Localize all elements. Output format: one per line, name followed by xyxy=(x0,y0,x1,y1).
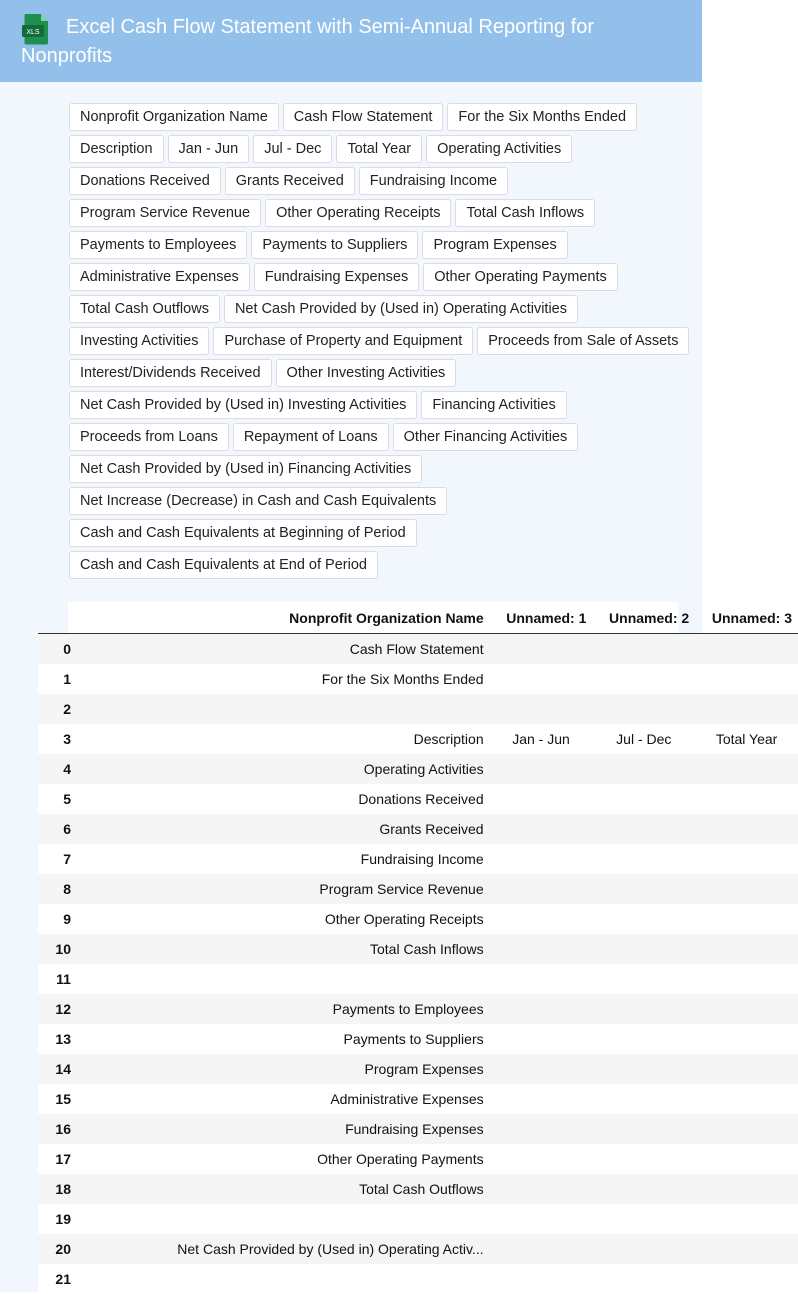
table-cell: Payments to Employees xyxy=(73,994,490,1024)
table-cell: Net Cash Provided by (Used in) Operating Activ... xyxy=(73,1234,490,1264)
table-cell: Total Cash Outflows xyxy=(73,1174,490,1204)
column-chip[interactable]: Donations Received xyxy=(69,167,221,195)
table-cell xyxy=(592,694,695,724)
table-row xyxy=(38,814,798,844)
row-index: 0 xyxy=(38,634,73,665)
table-cell xyxy=(695,694,798,724)
table-cell: Other Operating Payments xyxy=(73,1144,490,1174)
column-chip[interactable]: Program Expenses xyxy=(422,231,567,259)
table-cell xyxy=(490,1264,593,1294)
table-cell: Fundraising Expenses xyxy=(73,1114,490,1144)
table-cell xyxy=(490,994,593,1024)
table-cell xyxy=(592,1234,695,1264)
column-chip[interactable]: Net Increase (Decrease) in Cash and Cash Equivalents xyxy=(69,487,447,515)
row-index: 2 xyxy=(38,694,73,724)
table-cell: Cash Flow Statement xyxy=(73,634,490,665)
table-cell xyxy=(592,664,695,694)
column-chip[interactable]: Repayment of Loans xyxy=(233,423,389,451)
table-cell xyxy=(695,844,798,874)
table-cell xyxy=(592,1084,695,1114)
table-cell xyxy=(695,1024,798,1054)
row-index: 16 xyxy=(38,1114,73,1144)
column-chip[interactable]: Cash and Cash Equivalents at End of Period xyxy=(69,551,378,579)
table-cell xyxy=(695,1114,798,1144)
row-index: 5 xyxy=(38,784,73,814)
table-cell xyxy=(490,784,593,814)
table-row xyxy=(38,874,798,904)
column-chip[interactable]: Other Financing Activities xyxy=(393,423,579,451)
table-cell: Jan - Jun xyxy=(490,724,593,754)
column-header: Unnamed: 2 xyxy=(592,602,695,634)
table-row xyxy=(38,1264,798,1294)
table-row xyxy=(38,1024,798,1054)
index-column-header xyxy=(38,602,73,634)
column-chip[interactable]: Description xyxy=(69,135,164,163)
column-chip[interactable]: Proceeds from Sale of Assets xyxy=(477,327,689,355)
table-cell xyxy=(490,904,593,934)
table-cell: Other Operating Receipts xyxy=(73,904,490,934)
table-cell xyxy=(490,634,593,665)
row-index: 13 xyxy=(38,1024,73,1054)
table-cell: Administrative Expenses xyxy=(73,1084,490,1114)
table-cell xyxy=(490,694,593,724)
table-cell: Total Cash Inflows xyxy=(73,934,490,964)
table-cell: Payments to Suppliers xyxy=(73,1024,490,1054)
row-index: 4 xyxy=(38,754,73,784)
row-index: 21 xyxy=(38,1264,73,1294)
table-cell xyxy=(695,874,798,904)
table-cell xyxy=(73,1204,490,1234)
table-cell xyxy=(695,1054,798,1084)
table-cell xyxy=(592,634,695,665)
column-chip[interactable]: Other Operating Payments xyxy=(423,263,617,291)
table-cell xyxy=(695,1084,798,1114)
column-chip[interactable]: Total Cash Inflows xyxy=(455,199,595,227)
column-chip[interactable]: Cash Flow Statement xyxy=(283,103,444,131)
table-cell xyxy=(695,784,798,814)
table-cell xyxy=(695,1144,798,1174)
column-chip[interactable]: Purchase of Property and Equipment xyxy=(213,327,473,355)
column-chip[interactable]: Net Cash Provided by (Used in) Financing Activities xyxy=(69,455,422,483)
table-row xyxy=(38,934,798,964)
column-chip-list xyxy=(69,103,694,579)
column-chip[interactable]: Investing Activities xyxy=(69,327,209,355)
table-cell xyxy=(695,754,798,784)
column-chip[interactable]: Other Investing Activities xyxy=(276,359,457,387)
table-cell: Program Service Revenue xyxy=(73,874,490,904)
table-cell xyxy=(695,1264,798,1294)
row-index: 20 xyxy=(38,1234,73,1264)
table-cell xyxy=(490,1234,593,1264)
table-cell xyxy=(592,784,695,814)
table-cell xyxy=(592,1144,695,1174)
table-cell xyxy=(490,1084,593,1114)
table-cell xyxy=(73,694,490,724)
table-cell xyxy=(73,964,490,994)
table-cell xyxy=(490,934,593,964)
table-row xyxy=(38,664,798,694)
column-chip[interactable]: Net Cash Provided by (Used in) Operating Activities xyxy=(224,295,578,323)
table-row xyxy=(38,1234,798,1264)
table-cell xyxy=(592,1114,695,1144)
column-chip[interactable]: Total Year xyxy=(336,135,422,163)
table-cell xyxy=(695,814,798,844)
table-cell xyxy=(592,994,695,1024)
table-cell xyxy=(490,664,593,694)
data-table-container[interactable] xyxy=(55,602,792,1292)
table-row xyxy=(38,1054,798,1084)
table-cell xyxy=(695,634,798,665)
column-header: Unnamed: 1 xyxy=(490,602,593,634)
column-chip[interactable]: Total Cash Outflows xyxy=(69,295,220,323)
table-row xyxy=(38,844,798,874)
table-cell: Operating Activities xyxy=(73,754,490,784)
column-chip[interactable]: Operating Activities xyxy=(426,135,572,163)
row-index: 9 xyxy=(38,904,73,934)
row-index: 11 xyxy=(38,964,73,994)
column-chip[interactable]: Financing Activities xyxy=(421,391,566,419)
table-cell: Description xyxy=(73,724,490,754)
table-cell xyxy=(592,1174,695,1204)
table-row xyxy=(38,754,798,784)
table-cell xyxy=(592,934,695,964)
column-chip[interactable]: Payments to Suppliers xyxy=(251,231,418,259)
table-cell xyxy=(695,904,798,934)
column-chip[interactable]: Administrative Expenses xyxy=(69,263,250,291)
table-header-row xyxy=(38,602,798,634)
column-chip[interactable]: Jan - Jun xyxy=(168,135,250,163)
table-cell: Total Year xyxy=(695,724,798,754)
table-cell: For the Six Months Ended xyxy=(73,664,490,694)
row-index: 19 xyxy=(38,1204,73,1234)
row-index: 15 xyxy=(38,1084,73,1114)
table-cell xyxy=(695,934,798,964)
table-row xyxy=(38,694,798,724)
table-cell xyxy=(592,904,695,934)
column-chip[interactable]: Fundraising Income xyxy=(359,167,508,195)
table-cell: Program Expenses xyxy=(73,1054,490,1084)
table-row xyxy=(38,724,798,754)
table-cell xyxy=(695,1204,798,1234)
table-cell xyxy=(592,844,695,874)
column-chip[interactable]: Net Cash Provided by (Used in) Investing Activities xyxy=(69,391,417,419)
table-cell xyxy=(592,964,695,994)
column-header: Unnamed: 3 xyxy=(695,602,798,634)
table-cell xyxy=(695,1234,798,1264)
table-cell xyxy=(695,664,798,694)
table-row xyxy=(38,1084,798,1114)
data-table xyxy=(38,602,798,1294)
row-index: 8 xyxy=(38,874,73,904)
column-header: Nonprofit Organization Name xyxy=(73,602,490,634)
table-cell xyxy=(73,1264,490,1294)
column-chip[interactable]: Grants Received xyxy=(225,167,355,195)
column-chip[interactable]: Payments to Employees xyxy=(69,231,247,259)
table-cell xyxy=(592,1264,695,1294)
table-row xyxy=(38,784,798,814)
row-index: 18 xyxy=(38,1174,73,1204)
table-row xyxy=(38,994,798,1024)
table-cell: Fundraising Income xyxy=(73,844,490,874)
row-index: 3 xyxy=(38,724,73,754)
table-cell xyxy=(490,1054,593,1084)
table-cell xyxy=(695,1174,798,1204)
column-chip[interactable]: Nonprofit Organization Name xyxy=(69,103,279,131)
table-cell xyxy=(490,1144,593,1174)
table-cell xyxy=(490,844,593,874)
table-cell xyxy=(592,754,695,784)
table-cell xyxy=(592,1204,695,1234)
column-chip[interactable]: Cash and Cash Equivalents at Beginning of Period xyxy=(69,519,417,547)
table-cell xyxy=(592,814,695,844)
column-chip[interactable]: Other Operating Receipts xyxy=(265,199,451,227)
app-header xyxy=(0,0,702,82)
table-cell xyxy=(592,1024,695,1054)
column-chip[interactable]: Interest/Dividends Received xyxy=(69,359,272,387)
row-index: 6 xyxy=(38,814,73,844)
table-row xyxy=(38,904,798,934)
xls-icon-label: XLS xyxy=(26,29,40,36)
row-index: 14 xyxy=(38,1054,73,1084)
table-cell xyxy=(490,1204,593,1234)
column-chip[interactable]: For the Six Months Ended xyxy=(447,103,637,131)
table-cell xyxy=(490,964,593,994)
column-chip[interactable]: Proceeds from Loans xyxy=(69,423,229,451)
table-cell xyxy=(490,874,593,904)
table-row xyxy=(38,964,798,994)
table-row xyxy=(38,1144,798,1174)
table-cell xyxy=(490,1174,593,1204)
column-chip[interactable]: Program Service Revenue xyxy=(69,199,261,227)
row-index: 12 xyxy=(38,994,73,1024)
table-row xyxy=(38,634,798,665)
row-index: 7 xyxy=(38,844,73,874)
table-row xyxy=(38,1174,798,1204)
table-row xyxy=(38,1114,798,1144)
row-index: 10 xyxy=(38,934,73,964)
table-cell xyxy=(490,1114,593,1144)
row-index: 17 xyxy=(38,1144,73,1174)
table-cell: Jul - Dec xyxy=(592,724,695,754)
table-cell xyxy=(695,994,798,1024)
table-row xyxy=(38,1204,798,1234)
table-cell xyxy=(490,754,593,784)
row-index: 1 xyxy=(38,664,73,694)
table-cell: Donations Received xyxy=(73,784,490,814)
page-title: Excel Cash Flow Statement with Semi-Annual Reporting for Nonprofits xyxy=(21,16,595,67)
table-cell: Grants Received xyxy=(73,814,490,844)
table-cell xyxy=(695,964,798,994)
column-chip[interactable]: Jul - Dec xyxy=(253,135,332,163)
table-cell xyxy=(490,814,593,844)
table-cell xyxy=(592,1054,695,1084)
table-cell xyxy=(592,874,695,904)
column-chip[interactable]: Fundraising Expenses xyxy=(254,263,419,291)
table-cell xyxy=(490,1024,593,1054)
